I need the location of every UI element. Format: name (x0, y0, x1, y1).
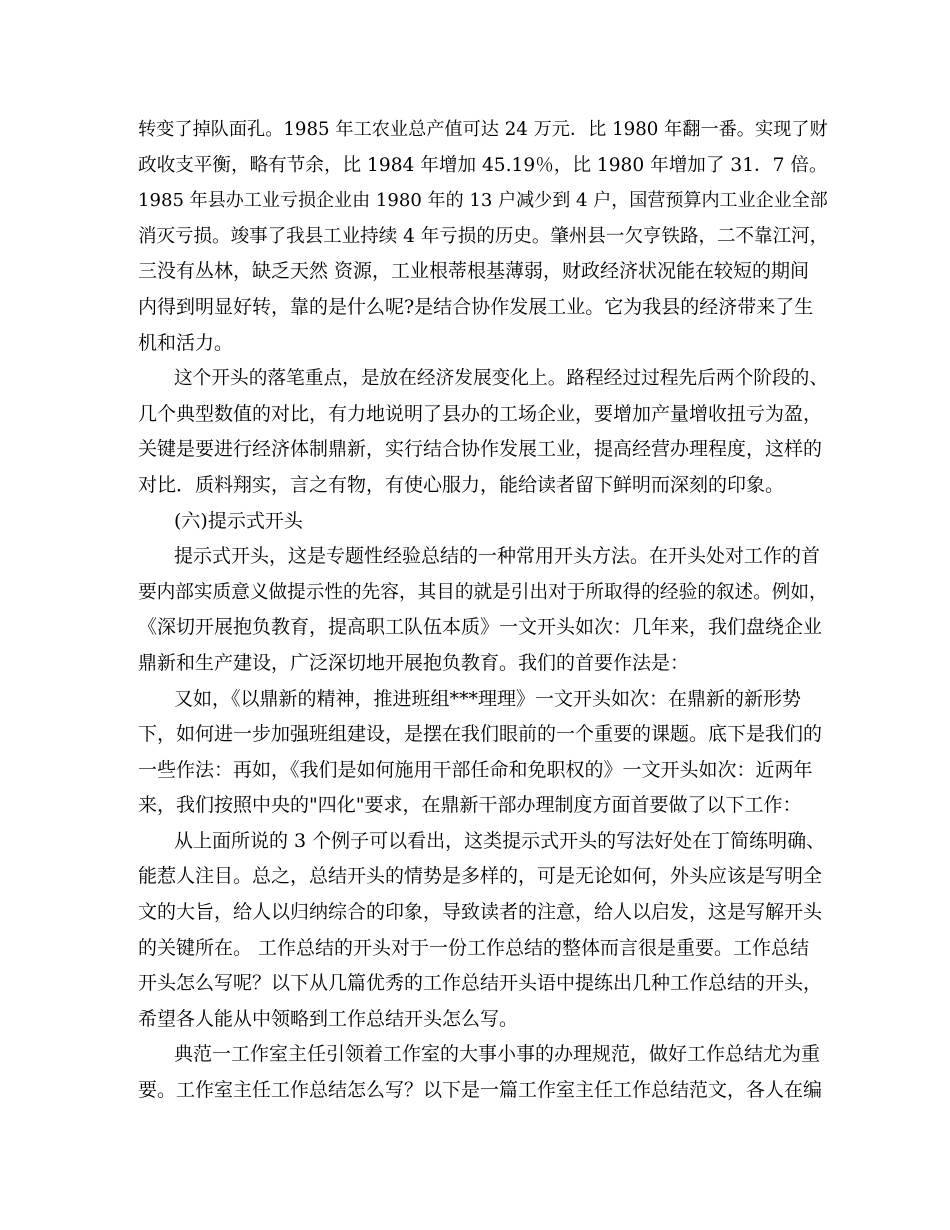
text-line: 政收支平衡，略有节余，比 1984 年增加 45.19％，比 1980 年增加了 31．7 倍。 (138, 154, 828, 176)
text-line: 内得到明显好转，靠的是什么呢?是结合协作发展工业。它为我县的经济带来了生 (138, 295, 814, 318)
text-line: (六)提示式开头 (174, 509, 303, 532)
text-line: 三没有丛林，缺乏天然 资源，工业根蒂根基薄弱，财政经济状况能在较短的期间 (138, 260, 810, 283)
text-line: 鼎新和生产建设，广泛深切地开展抱负教育。我们的首要作法是： (138, 651, 690, 674)
text-line: 能惹人注目。总之，总结开头的情势是多样的，可是无论如何，外头应该是写明全 (138, 865, 823, 888)
text-line: 文的大旨，给人以归纳综合的印象，导致读者的注意，给人以启发，这是写解开头 (138, 901, 823, 924)
text-line: 从上面所说的 3 个例子可以看出，这类提示式开头的写法好处在丁简练明确、 (174, 829, 826, 852)
text-line: 消灭亏损。竣事了我县工业持续 4 年亏损的历史。肇州县一欠亨铁路，二不靠江河， (138, 225, 829, 247)
document-body (138, 112, 828, 1109)
text-line: 提示式开头，这是专题性经验总结的一种常用开头方法。在开头处对工作的首 (174, 545, 821, 568)
text-line: 典范一工作室主任引领着工作室的大事小事的办理规范，做好工作总结尤为重 (174, 1043, 821, 1066)
text-line: 的关键所在。 工作总结的开头对于一份工作总结的整体而言很是重要。工作总结 (138, 936, 810, 959)
text-line: 来，我们按照中央的"四化"要求，在鼎新干部办理制度方面首要做了以下工作： (138, 794, 802, 817)
text-line: 开头怎么写呢？以下从几篇优秀的工作总结开头语中提练出几种工作总结的开头， (138, 972, 823, 995)
text-line: 1985 年县办工业亏损企业由 1980 年的 13 户减少到 4 户，国营预算内工业企业全部 (138, 190, 828, 212)
text-line: 又如，《以鼎新的精神，推进班组***理理》一文开头如次：在鼎新的新形势 (174, 687, 802, 710)
text-line: 转变了掉队面孔。1985 年工农业总产值可达 24 万元．比 1980 年翻一番。实现了财 (138, 119, 828, 140)
text-line: 机和活力。 (138, 331, 234, 354)
text-line: 《深切开展抱负教育，提高职工队伍本质》一文开头如次：几年来，我们盘绕企业 (138, 616, 823, 639)
text-line: 希望各人能从中领略到工作总结开头怎么写。 (138, 1007, 519, 1030)
text-line: 下，如何进一步加强班组建设，是摆在我们眼前的一个重要的课题。底下是我们的 (138, 723, 823, 746)
text-line: 这个开头的落笔重点，是放在经济发展变化上。路程经过过程先后两个阶段的、 (174, 368, 829, 390)
text-line: 要。工作室主任工作总结怎么写？以下是一篇工作室主任工作总结范文，各人在编 (138, 1079, 823, 1102)
text-line: 要内部实质意义做提示性的先容，其目的就是引出对于所取得的经验的叙述。例如， (138, 581, 828, 603)
text-line: 对比．质料翔实，言之有物，有使心服力，能给读者留下鲜明而深刻的印象。 (138, 473, 785, 496)
text-line: 几个典型数值的对比，有力地说明了县办的工场企业，要增加产量增收扭亏为盈， (138, 402, 823, 425)
text-line: 一些作法：再如，《我们是如何施用干部任命和免职权的》一文开头如次：近两年 (138, 758, 813, 781)
text-line: 关键是要进行经济体制鼎新，实行结合协作发展工业，提高经营办理程度，这样的 (138, 438, 823, 461)
